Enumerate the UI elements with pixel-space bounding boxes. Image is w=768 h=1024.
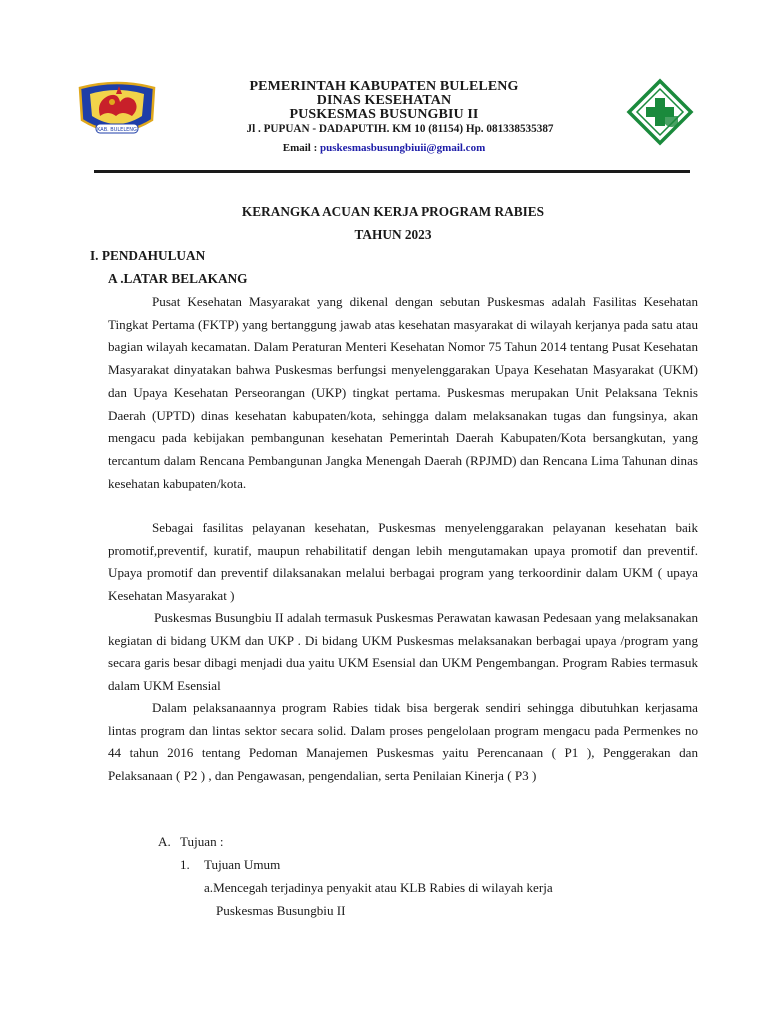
buleleng-emblem-logo (76, 80, 158, 140)
paragraph-4: Dalam pelaksanaannya program Rabies tidak bisa bergerak sendiri sehingga dibutuhkan kerjasama lintas program dan lintas sektor secara solid. Dalam proses pengelolaan program mengacu pada Permenkes no 44 tahun 2016 tentang Pedoman Manajemen Puskesmas yaitu Perencanaan ( P1 ), Penggerakan dan Pelaksanaan ( P2 ) , dan Pengawasan, pengendalian, serta Penilaian Kinerja ( P3 ) (108, 700, 698, 784)
section-heading-pendahuluan: I. PENDAHULUAN (90, 248, 206, 263)
tujuan-umum-a-line1: a.Mencegah terjadinya penyakit atau KLB Rabies di wilayah kerja (204, 880, 553, 895)
paragraph-1: Pusat Kesehatan Masyarakat yang dikenal dengan sebutan Puskesmas adalah Fasilitas Kesehatan Tingkat Pertama (FKTP) yang bertanggung jawab atas kesehatan masyarakat di wilayah kerjanya pada satu atau bagian wilayah kecamatan. Dalam Peraturan Menteri Kesehatan Nomor 75 Tahun 2014 tentang Pusat Kesehatan Masyarakat dinyatakan bahwa Puskesmas berfungsi menyelenggarakan Upaya Kesehatan Masyarakat (UKM) dan Upaya Kesehatan Perseorangan (UKP) tingkat pertama. Puskesmas merupakan Unit Pelaksana Teknis Daerah (UPTD) dinas kesehatan kabupaten/kota, sehingga dalam melaksanakan tugas dan fungsinya, akan mengacu pada kebijakan pembangunan kesehatan Pemerintah Daerah Kabupaten/Kota bersangkutan, yang tercantum dalam Rencana Pembangunan Jangka Menengah Daerah (RPJMD) dan Rencana Lima Tahunan dinas kesehatan kabupaten/kota. (108, 294, 698, 491)
subsection-latar-belakang: A .LATAR BELAKANG (108, 271, 248, 286)
header-government-line: PEMERINTAH KABUPATEN BULELENG (249, 79, 519, 94)
document-year: TAHUN 2023 (354, 227, 432, 242)
header-divider (94, 170, 690, 173)
tujuan-umum-a-line2: Puskesmas Busungbiu II (216, 903, 346, 918)
paragraph-3: Puskesmas Busungbiu II adalah termasuk Puskesmas Perawatan kawasan Pedesaan yang melaksanakan kegiatan di bidang UKM dan UKP . Di bidang UKM Puskesmas melaksanakan berbagai upaya /program yang secara garis besar dibagi menjadi dua yaitu UKM Esensial dan UKM Pengembangan. Program Rabies termasuk dalam UKM Esensial (108, 610, 698, 694)
tujuan-item1-marker: 1. (180, 857, 190, 872)
header-puskesmas-line: PUSKESMAS BUSUNGBIU II (289, 107, 479, 122)
email-link[interactable]: puskesmasbusungbiuii@gmail.com (320, 142, 486, 154)
svg-text:KAB. BULELENG: KAB. BULELENG (97, 127, 137, 133)
puskesmas-cross-logo (626, 78, 694, 146)
tujuan-heading-marker: A. (158, 834, 171, 849)
document-title: KERANGKA ACUAN KERJA PROGRAM RABIES (241, 204, 545, 219)
header-address: Jl . PUPUAN - DADAPUTIH. KM 10 (81154) Hp. 081338535387 (246, 123, 554, 135)
header-email-row (180, 142, 588, 154)
paragraph-2: Sebagai fasilitas pelayanan kesehatan, Puskesmas menyelenggarakan pelayanan kesehatan baik promotif,preventif, kuratif, maupun rehabilitatif dengan lebih mengutamakan upaya promotif dan preventif. Upaya promotif dan preventif dilaksanakan melalui berbagai program yang terkoordinir dalam UKM ( upaya Kesehatan Masyarakat ) (108, 520, 698, 604)
email-label: Email : (282, 142, 321, 154)
tujuan-umum: Tujuan Umum (204, 857, 281, 872)
tujuan-heading: Tujuan : (180, 834, 224, 849)
header-agency-line: DINAS KESEHATAN (316, 93, 452, 108)
